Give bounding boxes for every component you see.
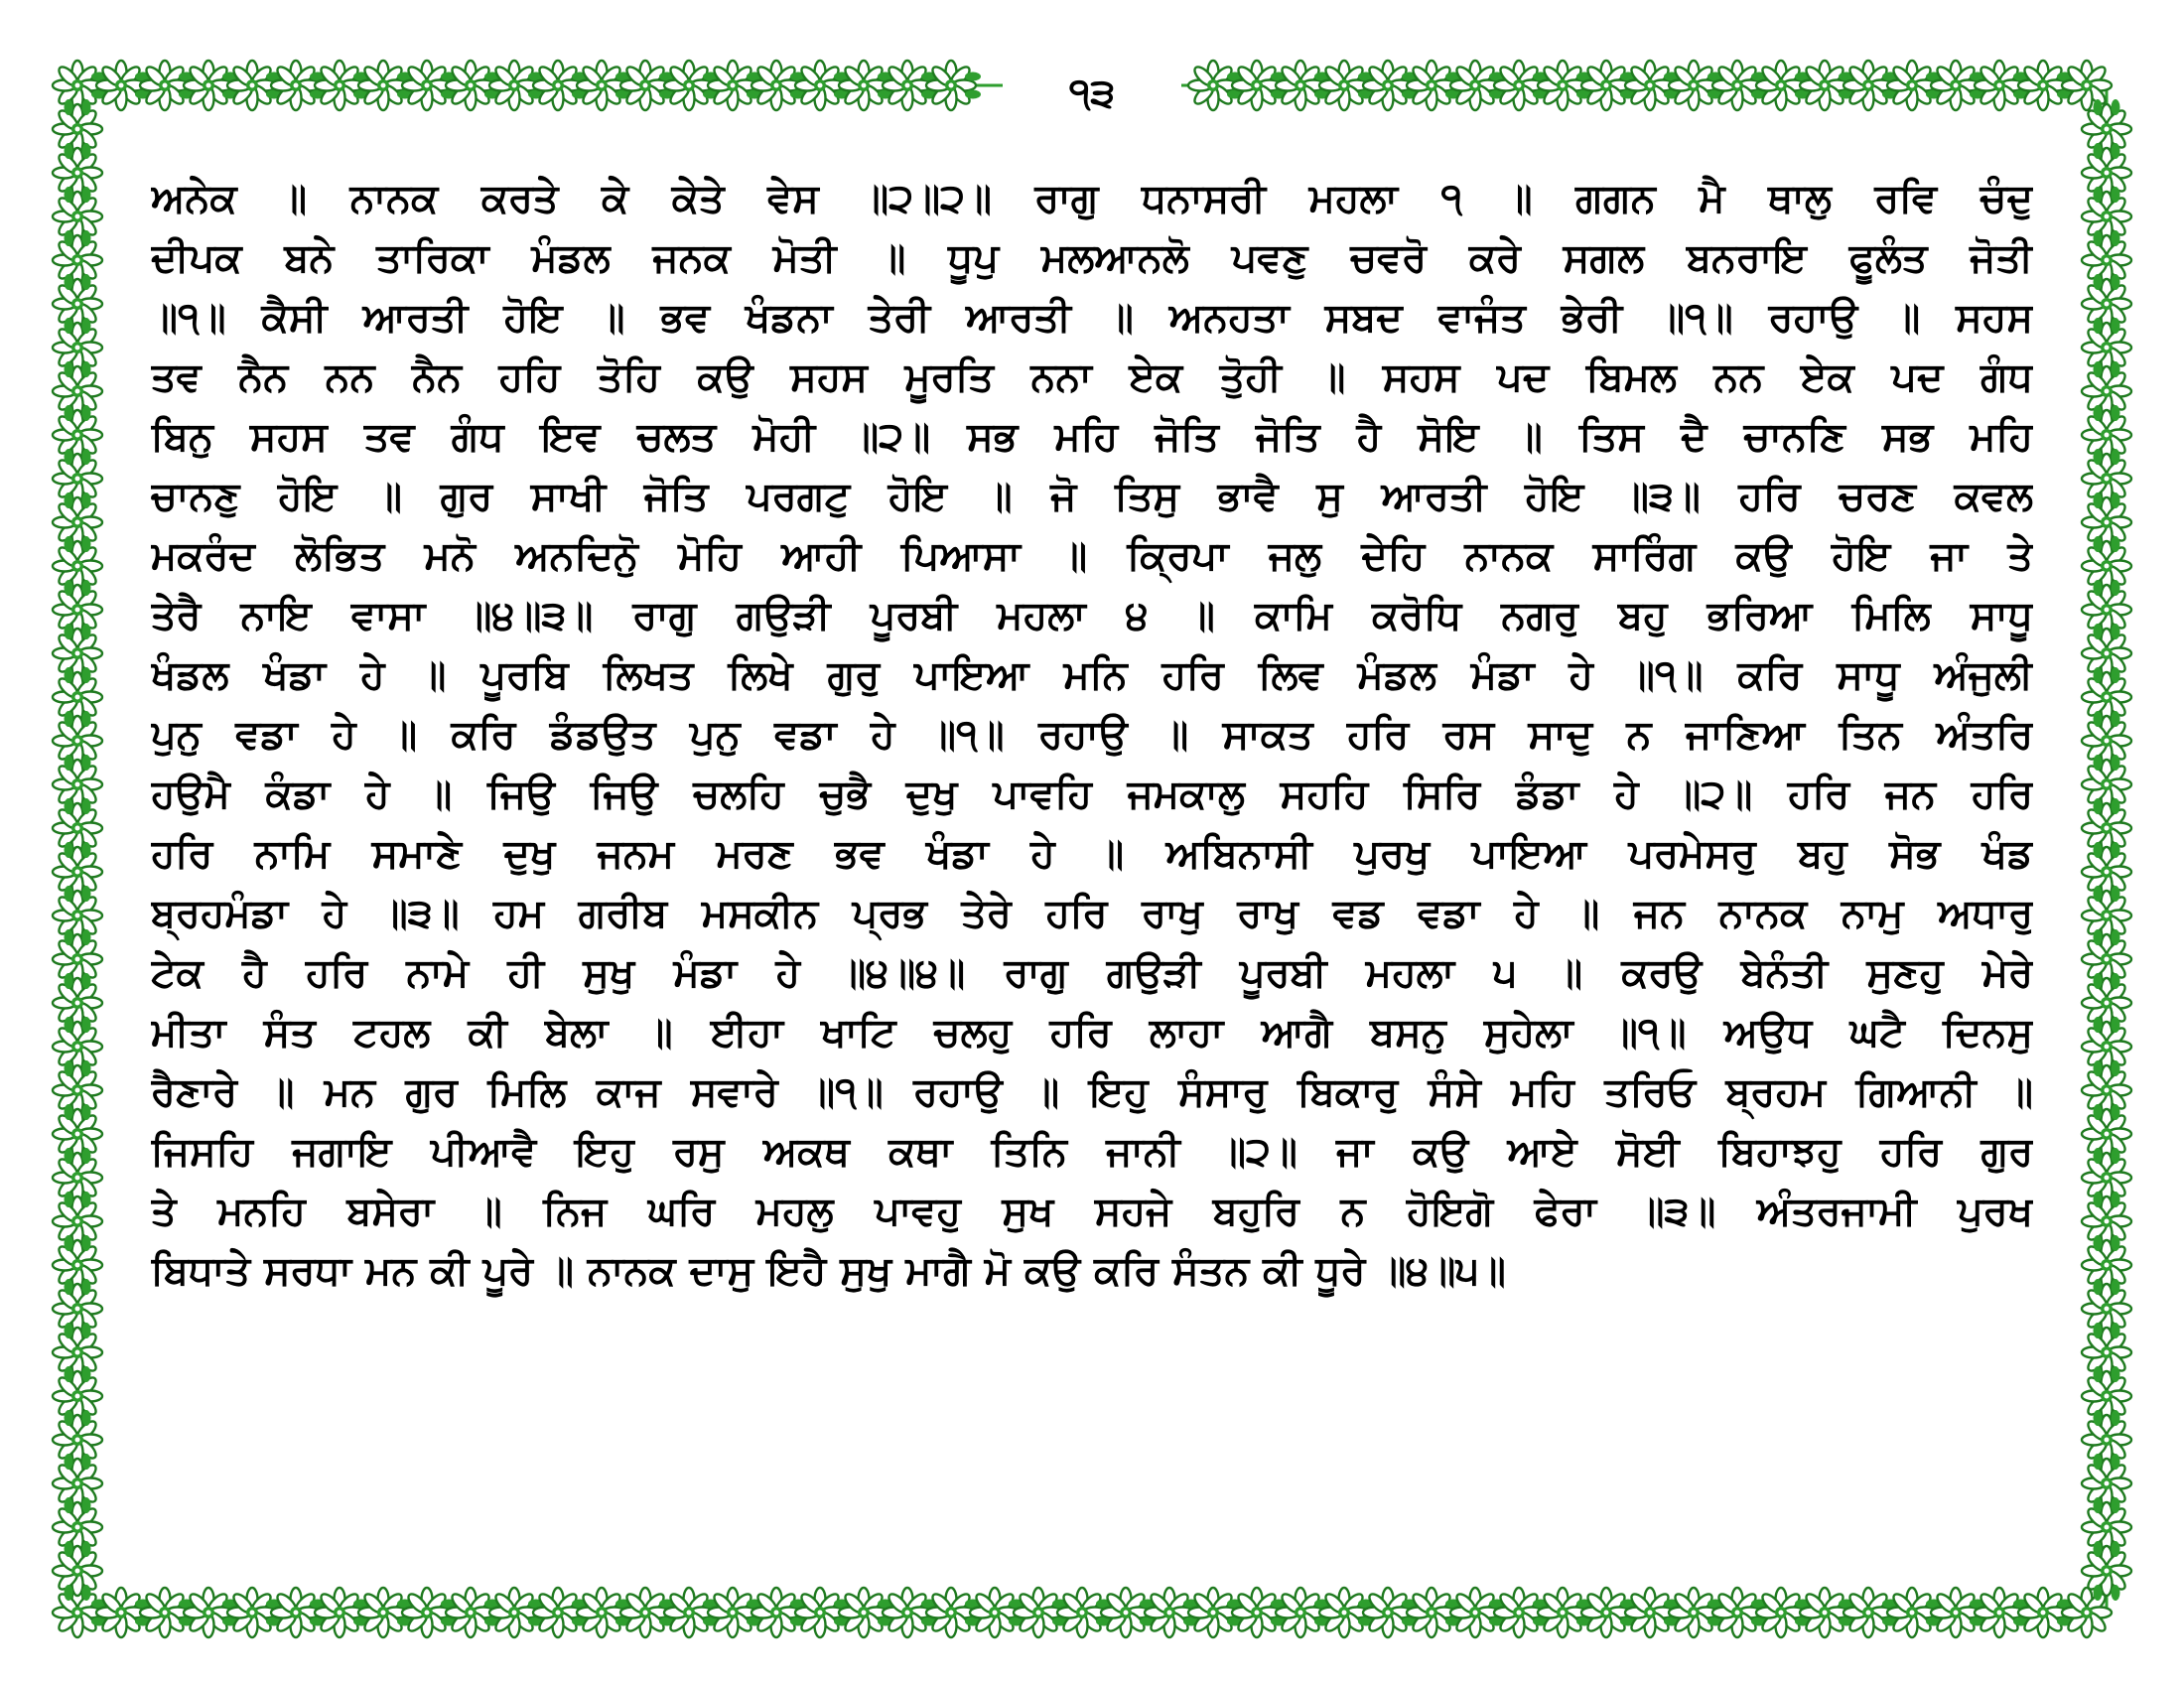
flower-icon — [2062, 61, 2112, 110]
flower-icon — [53, 760, 102, 809]
flower-icon — [1363, 1588, 1413, 1637]
flower-icon — [140, 61, 190, 110]
flower-icon — [2082, 978, 2131, 1028]
flower-icon — [1843, 61, 1893, 110]
flower-icon — [2082, 279, 2131, 329]
flower-icon — [1625, 61, 1675, 110]
flower-icon — [1319, 61, 1369, 110]
flower-icon — [53, 541, 102, 591]
flower-icon — [533, 1588, 583, 1637]
flower-icon — [53, 1546, 102, 1596]
flower-icon — [1800, 1588, 1849, 1637]
flower-icon — [1188, 1588, 1238, 1637]
flower-icon — [2018, 1588, 2068, 1637]
flower-icon — [184, 61, 233, 110]
flower-icon — [2082, 803, 2131, 853]
flower-icon — [2082, 1328, 2131, 1377]
flower-icon — [1625, 1588, 1675, 1637]
flower-icon — [1581, 61, 1631, 110]
flower-icon — [184, 1588, 233, 1637]
flower-icon — [795, 61, 845, 110]
flower-icon — [53, 847, 102, 897]
flower-icon — [708, 1588, 757, 1637]
text-line: ਬ੍ਰਹਮੰਡਾ ਹੇ ॥੩॥ ਹਮ ਗਰੀਬ ਮਸਕੀਨ ਪ੍ਰਭ ਤੇਰੇ ਹਰਿ ਰਾਖੁ ਰਾਖੁ ਵਡ ਵਡਾ ਹੇ ॥ ਜਨ ਨਾਨਕ ਨਾਮੁ ਅਧਾਰੁ — [151, 891, 2033, 936]
flower-icon — [53, 803, 102, 853]
flower-icon — [53, 323, 102, 372]
flower-icon — [1014, 1588, 1063, 1637]
flower-icon — [53, 1065, 102, 1115]
flower-icon — [53, 891, 102, 940]
flower-icon — [1538, 1588, 1587, 1637]
flower-icon — [53, 410, 102, 460]
flower-icon — [1538, 61, 1587, 110]
flower-icon — [970, 1588, 1020, 1637]
flower-icon — [53, 629, 102, 678]
flower-icon — [2082, 1284, 2131, 1334]
flower-icon — [1101, 1588, 1151, 1637]
flower-icon — [227, 1588, 277, 1637]
flower-icon — [2082, 1459, 2131, 1508]
flower-icon — [53, 454, 102, 503]
flower-icon — [2082, 1153, 2131, 1202]
flower-icon — [53, 934, 102, 984]
flower-icon — [1931, 61, 1980, 110]
text-line: ਟੇਕ ਹੈ ਹਰਿ ਨਾਮੇ ਹੀ ਸੁਖੁ ਮੰਡਾ ਹੇ ॥੪॥੪॥ ਰਾਗੁ ਗਉੜੀ ਪੂਰਬੀ ਮਹਲਾ ੫ ॥ ਕਰਉ ਬੇਨੰਤੀ ਸੁਣਹੁ ਮੇਰੇ — [151, 950, 2033, 996]
flower-icon — [53, 585, 102, 634]
flower-icon — [926, 61, 976, 110]
flower-icon — [2082, 541, 2131, 591]
flower-icon — [2082, 1546, 2131, 1596]
flower-icon — [53, 279, 102, 329]
flower-icon — [2082, 235, 2131, 285]
text-line: ਬਿਧਾਤੇ ਸਰਧਾ ਮਨ ਕੀ ਪੂਰੇ ॥ ਨਾਨਕ ਦਾਸੁ ਇਹੈ ਸੁਖੁ ਮਾਗੈ ਮੋ ਕਉ ਕਰਿ ਸੰਤਨ ਕੀ ਧੂਰੇ ॥੪॥੫॥ — [151, 1248, 1506, 1294]
flower-icon — [53, 497, 102, 547]
flower-icon — [53, 1153, 102, 1202]
flower-icon — [577, 1588, 626, 1637]
flower-icon — [2082, 1022, 2131, 1071]
flower-icon — [2082, 1240, 2131, 1290]
flower-icon — [271, 1588, 321, 1637]
flower-icon — [2082, 847, 2131, 897]
text-line: ਜਿਸਹਿ ਜਗਾਇ ਪੀਆਵੈ ਇਹੁ ਰਸੁ ਅਕਥ ਕਥਾ ਤਿਨਿ ਜਾਨੀ ॥੨॥ ਜਾ ਕਉ ਆਏ ਸੋਈ ਬਿਹਾਝਹੁ ਹਰਿ ਗੁਰ — [151, 1129, 2033, 1175]
text-line: ਪੁਨੁ ਵਡਾ ਹੇ ॥ ਕਰਿ ਡੰਡਉਤ ਪੁਨੁ ਵਡਾ ਹੇ ॥੧॥ ਰਹਾਉ ॥ ਸਾਕਤ ਹਰਿ ਰਸ ਸਾਦੁ ਨ ਜਾਣਿਆ ਤਿਨ ਅੰਤਰਿ — [151, 712, 2033, 758]
flower-icon — [751, 61, 801, 110]
text-line: ਅਨੇਕ ॥ ਨਾਨਕ ਕਰਤੇ ਕੇ ਕੇਤੇ ਵੇਸ ॥੨॥੨॥ ਰਾਗੁ ਧਨਾਸਰੀ ਮਹਲਾ ੧ ॥ ਗਗਨ ਮੈ ਥਾਲੁ ਰਵਿ ਚੰਦੁ — [151, 176, 2033, 221]
flower-icon — [140, 1588, 190, 1637]
flower-icon — [1712, 61, 1762, 110]
text-line: ਮਕਰੰਦ ਲੋਭਿਤ ਮਨੋ ਅਨਦਿਨੋੁ ਮੋਹਿ ਆਹੀ ਪਿਆਸਾ ॥ ਕ੍ਰਿਪਾ ਜਲੁ ਦੇਹਿ ਨਾਨਕ ਸਾਰਿੰਗ ਕਉ ਹੋਇ ਜਾ ਤੇ — [151, 533, 2033, 579]
flower-icon — [1450, 61, 1500, 110]
flower-icon — [708, 61, 757, 110]
text-line: ਰੈਣਾਰੇ ॥ ਮਨ ਗੁਰ ਮਿਲਿ ਕਾਜ ਸਵਾਰੇ ॥੧॥ ਰਹਾਉ ॥ ਇਹੁ ਸੰਸਾਰੁ ਬਿਕਾਰੁ ਸੰਸੇ ਮਹਿ ਤਰਿਓ ਬ੍ਰਹਮ ਗਿਆਨੀ ॥ — [151, 1069, 2033, 1115]
flower-icon — [1975, 61, 2024, 110]
text-line: ਹਉਮੈ ਕੰਡਾ ਹੇ ॥ ਜਿਉ ਜਿਉ ਚਲਹਿ ਚੁਭੈ ਦੁਖੁ ਪਾਵਹਿ ਜਮਕਾਲੁ ਸਹਹਿ ਸਿਰਿ ਡੰਡਾ ਹੇ ॥੨॥ ਹਰਿ ਜਨ ਹਰਿ — [151, 772, 2033, 817]
flower-icon — [53, 1415, 102, 1465]
flower-icon — [1800, 61, 1849, 110]
flower-icon — [533, 61, 583, 110]
text-line: ਤਵ ਨੈਨ ਨਨ ਨੈਨ ਹਹਿ ਤੋਹਿ ਕਉ ਸਹਸ ਮੂਰਤਿ ਨਨਾ ਏਕ ਤੁੋਹੀ ॥ ਸਹਸ ਪਦ ਬਿਮਲ ਨਨ ਏਕ ਪਦ ਗੰਧ — [151, 354, 2033, 400]
flower-icon — [2082, 497, 2131, 547]
flower-icon — [358, 1588, 408, 1637]
text-line: ਦੀਪਕ ਬਨੇ ਤਾਰਿਕਾ ਮੰਡਲ ਜਨਕ ਮੋਤੀ ॥ ਧੂਪੁ ਮਲਆਨਲੋ ਪਵਣੁ ਚਵਰੋ ਕਰੇ ਸਗਲ ਬਨਰਾਇ ਫੂਲੰਤ ਜੋਤੀ — [151, 235, 2033, 281]
flower-icon — [53, 672, 102, 722]
flower-icon — [2082, 1415, 2131, 1465]
flower-icon — [2082, 891, 2131, 940]
flower-icon — [53, 192, 102, 241]
flower-icon — [358, 61, 408, 110]
flower-icon — [1276, 61, 1325, 110]
flower-icon — [446, 61, 495, 110]
flower-icon — [2082, 148, 2131, 198]
flower-icon — [53, 1109, 102, 1159]
flower-icon — [839, 1588, 888, 1637]
flower-icon — [620, 61, 670, 110]
text-line: ਬਿਨੁ ਸਹਸ ਤਵ ਗੰਧ ਇਵ ਚਲਤ ਮੋਹੀ ॥੨॥ ਸਭ ਮਹਿ ਜੋਤਿ ਜੋਤਿ ਹੈ ਸੋਇ ॥ ਤਿਸ ਦੈ ਚਾਨਣਿ ਸਭ ਮਹਿ — [151, 414, 2033, 460]
flower-icon — [1407, 1588, 1456, 1637]
flower-icon — [53, 978, 102, 1028]
flower-icon — [1843, 1588, 1893, 1637]
flower-icon — [53, 1240, 102, 1290]
flower-icon — [2082, 366, 2131, 416]
flower-icon — [489, 1588, 539, 1637]
flower-icon — [402, 1588, 452, 1637]
flower-icon — [53, 148, 102, 198]
flower-icon — [489, 61, 539, 110]
text-line: ਖੰਡਲ ਖੰਡਾ ਹੇ ॥ ਪੂਰਬਿ ਲਿਖਤ ਲਿਖੇ ਗੁਰੁ ਪਾਇਆ ਮਨਿ ਹਰਿ ਲਿਵ ਮੰਡਲ ਮੰਡਾ ਹੇ ॥੧॥ ਕਰਿ ਸਾਧੂ ਅੰਜੁਲੀ — [151, 652, 2033, 698]
flower-icon — [839, 61, 888, 110]
flower-icon — [1494, 61, 1544, 110]
flower-icon — [2082, 1065, 2131, 1115]
flower-icon — [577, 61, 626, 110]
flower-icon — [620, 1588, 670, 1637]
flower-icon — [1188, 61, 1238, 110]
flower-icon — [2082, 410, 2131, 460]
text-line: ਹਰਿ ਨਾਮਿ ਸਮਾਣੇ ਦੁਖੁ ਜਨਮ ਮਰਣ ਭਵ ਖੰਡਾ ਹੇ ॥ ਅਬਿਨਾਸੀ ਪੁਰਖੁ ਪਾਇਆ ਪਰਮੇਸਰੁ ਬਹੁ ਸੋਭ ਖੰਡ — [151, 831, 2033, 877]
flower-icon — [664, 1588, 714, 1637]
flower-icon — [2082, 1502, 2131, 1552]
flower-icon — [1232, 1588, 1282, 1637]
flower-icon — [2082, 760, 2131, 809]
flower-icon — [1712, 1588, 1762, 1637]
flower-icon — [53, 716, 102, 766]
flower-icon — [2082, 585, 2131, 634]
flower-icon — [664, 61, 714, 110]
flower-icon — [1887, 61, 1937, 110]
flower-icon — [2082, 454, 2131, 503]
flower-icon — [2082, 104, 2131, 154]
flower-icon — [53, 1502, 102, 1552]
flower-icon — [1669, 1588, 1718, 1637]
text-line: ਤੇ ਮਨਹਿ ਬਸੇਰਾ ॥ ਨਿਜ ਘਰਿ ਮਹਲੁ ਪਾਵਹੁ ਸੁਖ ਸਹਜੇ ਬਹੁਰਿ ਨ ਹੋਇਗੋ ਫੇਰਾ ॥੩॥ ਅੰਤਰਜਾਮੀ ਪੁਰਖ — [151, 1189, 2033, 1234]
flower-icon — [96, 1588, 146, 1637]
flower-icon — [402, 61, 452, 110]
flower-icon — [96, 61, 146, 110]
flower-icon — [1450, 1588, 1500, 1637]
flower-icon — [53, 1371, 102, 1421]
flower-icon — [2082, 323, 2131, 372]
flower-icon — [446, 1588, 495, 1637]
flower-icon — [315, 1588, 364, 1637]
flower-icon — [227, 61, 277, 110]
flower-icon — [1363, 61, 1413, 110]
flower-icon — [1756, 61, 1806, 110]
flower-icon — [926, 1588, 976, 1637]
flower-icon — [1494, 1588, 1544, 1637]
flower-icon — [53, 104, 102, 154]
text-line: ਮੀਤਾ ਸੰਤ ਟਹਲ ਕੀ ਬੇਲਾ ॥ ਈਹਾ ਖਾਟਿ ਚਲਹੁ ਹਰਿ ਲਾਹਾ ਆਗੈ ਬਸਨੁ ਸੁਹੇਲਾ ॥੧॥ ਅਉਧ ਘਟੈ ਦਿਨਸੁ — [151, 1010, 2033, 1055]
flower-icon — [53, 1196, 102, 1246]
page-number: ੧੩ — [1013, 66, 1171, 121]
flower-icon — [795, 1588, 845, 1637]
flower-icon — [1057, 1588, 1107, 1637]
flower-icon — [2082, 672, 2131, 722]
text-line: ਚਾਨਣੁ ਹੋਇ ॥ ਗੁਰ ਸਾਖੀ ਜੋਤਿ ਪਰਗਟੁ ਹੋਇ ॥ ਜੋ ਤਿਸੁ ਭਾਵੈ ਸੁ ਆਰਤੀ ਹੋਇ ॥੩॥ ਹਰਿ ਚਰਣ ਕਵਲ — [151, 474, 2033, 519]
flower-icon — [315, 61, 364, 110]
flower-icon — [53, 1328, 102, 1377]
flower-icon — [751, 1588, 801, 1637]
flower-icon — [53, 1022, 102, 1071]
flower-icon — [883, 1588, 932, 1637]
flower-icon — [53, 1459, 102, 1508]
flower-icon — [883, 61, 932, 110]
text-line: ਤੇਰੈ ਨਾਇ ਵਾਸਾ ॥੪॥੩॥ ਰਾਗੁ ਗਉੜੀ ਪੂਰਬੀ ਮਹਲਾ ੪ ॥ ਕਾਮਿ ਕਰੋਧਿ ਨਗਰੁ ਬਹੁ ਭਰਿਆ ਮਿਲਿ ਸਾਧੂ — [151, 593, 2033, 638]
flower-icon — [2082, 629, 2131, 678]
flower-icon — [1145, 1588, 1194, 1637]
flower-icon — [1756, 1588, 1806, 1637]
flower-icon — [1407, 61, 1456, 110]
flower-icon — [2082, 1109, 2131, 1159]
flower-icon — [1669, 61, 1718, 110]
flower-icon — [2082, 1196, 2131, 1246]
flower-icon — [2082, 192, 2131, 241]
flower-icon — [53, 366, 102, 416]
flower-icon — [1581, 1588, 1631, 1637]
flower-icon — [1232, 61, 1282, 110]
flower-icon — [2018, 61, 2068, 110]
scripture-text — [151, 169, 2033, 1301]
flower-icon — [2082, 716, 2131, 766]
flower-icon — [1975, 1588, 2024, 1637]
flower-icon — [53, 1284, 102, 1334]
flower-icon — [1931, 1588, 1980, 1637]
flower-icon — [1887, 1588, 1937, 1637]
flower-icon — [53, 235, 102, 285]
flower-icon — [2082, 1371, 2131, 1421]
flower-icon — [1276, 1588, 1325, 1637]
flower-icon — [1319, 1588, 1369, 1637]
flower-icon — [2082, 934, 2131, 984]
flower-icon — [53, 61, 102, 110]
text-line: ॥੧॥ ਕੈਸੀ ਆਰਤੀ ਹੋਇ ॥ ਭਵ ਖੰਡਨਾ ਤੇਰੀ ਆਰਤੀ ॥ ਅਨਹਤਾ ਸਬਦ ਵਾਜੰਤ ਭੇਰੀ ॥੧॥ ਰਹਾਉ ॥ ਸਹਸ — [151, 295, 2033, 341]
flower-icon — [271, 61, 321, 110]
